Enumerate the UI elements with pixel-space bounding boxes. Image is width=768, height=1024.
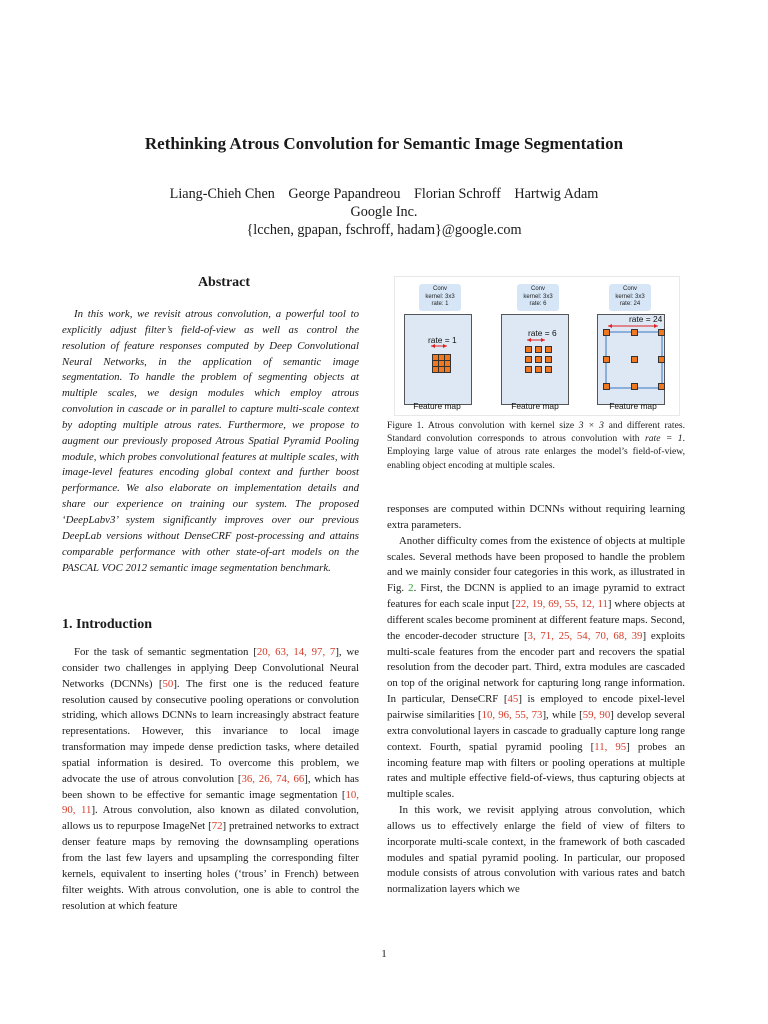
citation-link[interactable]: 11, 95 (594, 740, 627, 753)
feature-map-label: Feature map (511, 401, 559, 411)
kernel-cell (631, 356, 638, 363)
author-names (0, 185, 768, 203)
kernel-cell (603, 356, 610, 363)
kernel-cell (631, 329, 638, 336)
citation-link[interactable]: 10, 96, 55, 73 (481, 708, 543, 721)
citation-link[interactable]: 36, 26, 74, 66 (241, 772, 305, 785)
abstract-heading: Abstract (197, 275, 251, 290)
kernel-cell (658, 356, 665, 363)
rate-arrow (608, 324, 658, 328)
feature-map-label: Feature map (413, 401, 461, 411)
author-name: Florian Schroff (414, 186, 501, 202)
citation-link[interactable]: 22, 19, 69, 55, 12, 11 (515, 598, 608, 611)
conv-box: Conv kernel: 3x3 rate: 1 (419, 284, 461, 311)
citation-link[interactable]: 10, 90, 11 (62, 788, 359, 817)
figure-ref-link[interactable]: 2 (408, 582, 414, 595)
abstract-text: In this work, we revisit atrous convolution, a powerful tool to explicitly adjust filter’s field-of-view as well as control the resolution of feature responses computed by Deep Convolutional Neural Networks, in the application of semantic image segmentation. To handle the problem of segmenting objects at multiple scales, we design modules which employ atrous convolution in cascade or in parallel to capture multi-scale context by adopting multiple atrous rates. Furthermore, we propose to augment our previously proposed Atrous Spatial Pyramid Pooling module, which probes convolutional features at multiple scales, with image-level features encoding global context and further boost performance. We also elaborate on implementation details and share our experience on training our system. The proposed ‘DeepLabv3’ system significantly improves over our previous DeepLab versions without DenseCRF post-processing and attains comparable performance with other state-of-art models on the PASCAL VOC 2012 semantic image segmentation benchmark. (62, 308, 359, 574)
paper-title: Rethinking Atrous Convolution for Semantic Image Segmentation (144, 134, 624, 153)
author-name: Hartwig Adam (514, 186, 599, 202)
figure-1-caption: Figure 1. Atrous convolution with kernel size 3 × 3 and different rates. Standard convolution corresponds to atrous convolution with rate = 1. Employing large value of atrous rate enlarges the model’s field-of-view, enabling object encoding at multiple scales. (387, 420, 685, 471)
right-column-text (387, 502, 685, 898)
kernel-cell (658, 383, 665, 390)
rate-label: rate = 6 (528, 328, 557, 338)
kernel-cell (545, 356, 552, 363)
kernel-cell (535, 356, 542, 363)
kernel-cell-block (432, 354, 451, 373)
kernel-cell (525, 366, 532, 373)
paragraph: responses are computed within DCNNs without requiring learning extra parameters. (387, 503, 685, 531)
kernel-cell (631, 383, 638, 390)
figure-1 (394, 276, 680, 416)
citation-link[interactable]: 3, 71, 25, 54, 70, 68, 39 (527, 629, 643, 642)
author-block (0, 185, 768, 239)
citation-link[interactable]: 20, 63, 14, 97, 7 (256, 646, 336, 658)
kernel-cell (603, 329, 610, 336)
author-emails: {lcchen, gpapan, fschroff, hadam}@google.com (246, 222, 522, 238)
rate-label: rate = 1 (428, 335, 457, 345)
rate-label: rate = 24 (629, 314, 663, 324)
paragraph: In this work, we revisit applying atrous convolution, which allows us to effectively enlarge the field of view of filters to incorporate multi-scale context, in the framework of both cascaded modules and spatial pyramid pooling. In particular, our proposed module consists of atrous convolution with various rates and batch normalization layers which we (387, 804, 685, 896)
author-name: George Papandreou (288, 186, 401, 202)
feature-map-label: Feature map (609, 401, 657, 411)
intro-paragraph: For the task of semantic segmentation [20, 63, 14, 97, 7], we consider two challenges in applying Deep Convolutional Neural Networks (DCNNs) [50]. The first one is the reduced feature resolution caused by consecutive pooling operations or convolution striding, which allows DCNNs to learn increasingly abstract feature representations. However, this invariance to local image transformation may impede dense prediction tasks, where detailed spatial information is desired. To overcome this problem, we advocate the use of atrous convolution [36, 26, 74, 66], which has been shown to be effective for semantic image segmentation [10, 90, 11]. Atrous convolution, also known as dilated convolution, allows us to repurpose ImageNet [72] pretrained networks to extract denser feature maps by removing the downsampling operations from the last few layers and upsampling the corresponding filter kernels, equivalent to inserting holes (‘trous’ in French) between filter weights. With atrous convolution, one is able to control the resolution at which feature (62, 646, 360, 912)
author-name: Liang-Chieh Chen (169, 186, 275, 202)
kernel-cell (658, 329, 665, 336)
rate-arrow (527, 338, 545, 342)
citation-link[interactable]: 45 (507, 693, 519, 706)
section-heading-introduction: 1. Introduction (62, 617, 152, 632)
citation-link[interactable]: 59, 90 (582, 708, 611, 721)
conv-box: Conv kernel: 3x3 rate: 6 (517, 284, 559, 311)
kernel-cell (603, 383, 610, 390)
kernel-cell (545, 346, 552, 353)
rate-arrow (431, 344, 447, 348)
kernel-cell (535, 346, 542, 353)
paragraph: Another difficulty comes from the existence of objects at multiple scales. Several methods have been proposed to handle the problem and we mainly consider four categories in this work, as illustrated in Fig. 2. First, the DCNN is applied to an image pyramid to extract features for each scale input [22, 19, 69, 55, 12, 11] where objects at different scales become prominent at different feature maps. Second, the encoder-decoder structure [3, 71, 25, 54, 70, 68, 39] exploits multi-scale features from the encoder part and recovers the spatial resolution from the decoder part. Third, extra modules are cascaded on top of the original network for capturing long range information. In particular, DenseCRF [45] is employed to encode pixel-level pairwise similarities [10, 96, 55, 73], while [59, 90] develop several extra convolutional layers in cascade to gradually capture long range context. Fourth, spatial pyramid pooling [11, 95] probes an incoming feature map with filters or pooling operations at multiple rates and multiple effective field-of-views, thus capturing objects at multiple scales. (387, 534, 686, 801)
kernel-cell (525, 346, 532, 353)
citation-link[interactable]: 50 (162, 677, 174, 690)
affiliation: Google Inc. (350, 204, 418, 220)
kernel-cell (535, 366, 542, 373)
kernel-cell (525, 356, 532, 363)
conv-box: Conv kernel: 3x3 rate: 24 (609, 284, 651, 311)
kernel-cell (545, 366, 552, 373)
page-number: 1 (381, 948, 387, 960)
citation-link[interactable]: 72 (211, 820, 223, 833)
